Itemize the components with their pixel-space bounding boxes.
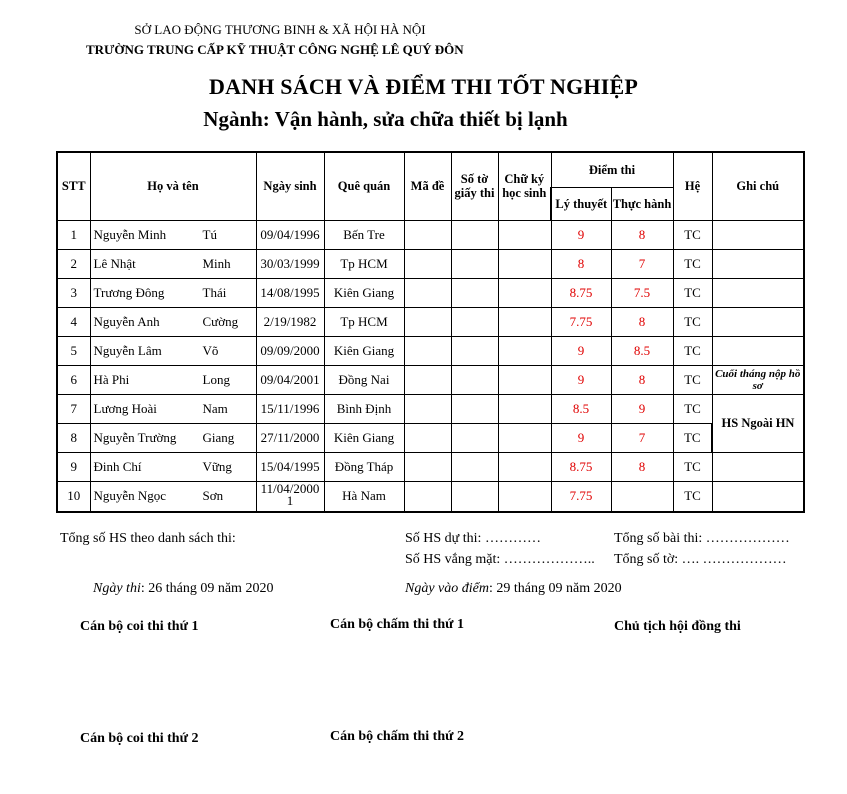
cell-system: TC xyxy=(673,423,712,452)
header-signature: Chữ ký học sinh xyxy=(498,152,551,220)
cell-name xyxy=(90,481,256,512)
cell-signature xyxy=(498,423,551,452)
exam-date-value: : 26 tháng 09 năm 2020 xyxy=(140,581,274,596)
cell-dob: 14/08/1995 xyxy=(256,278,324,307)
cell-system: TC xyxy=(673,220,712,249)
cell-family-name: Nguyễn Lâm xyxy=(93,342,162,358)
table-row xyxy=(57,394,804,423)
cell-theory: 7.75 xyxy=(551,307,611,336)
school-name: TRƯỜNG TRUNG CẤP KỸ THUẬT CÔNG NGHỆ LÊ QUÝ ĐÔN xyxy=(86,42,464,57)
cell-note xyxy=(712,249,804,278)
entry-date-value: : 29 tháng 09 năm 2020 xyxy=(488,581,622,596)
cell-note xyxy=(712,307,804,336)
cell-name xyxy=(90,365,256,394)
cell-given-name: Võ xyxy=(202,342,219,358)
cell-signature xyxy=(498,481,551,512)
header-note: Ghi chú xyxy=(712,152,804,220)
cell-exam-code xyxy=(404,394,451,423)
cell-exam-code xyxy=(404,336,451,365)
cell-sheet-count xyxy=(451,336,498,365)
table-row xyxy=(57,220,804,249)
cell-stt: 3 xyxy=(57,278,90,307)
cell-practice xyxy=(611,481,673,512)
cell-sheet-count xyxy=(451,249,498,278)
cell-theory: 8.75 xyxy=(551,278,611,307)
cell-signature xyxy=(498,307,551,336)
cell-sheet-count xyxy=(451,481,498,512)
cell-exam-code xyxy=(404,481,451,512)
cell-theory: 8.5 xyxy=(551,394,611,423)
cell-name xyxy=(90,423,256,452)
cell-hometown: Hà Nam xyxy=(324,481,404,512)
cell-name xyxy=(90,394,256,423)
cell-exam-code xyxy=(404,278,451,307)
cell-sheet-count xyxy=(451,220,498,249)
cell-family-name: Lương Hoài xyxy=(93,400,157,416)
cell-system: TC xyxy=(673,452,712,481)
cell-system: TC xyxy=(673,481,712,512)
header-sheet-count: Số tờ giấy thi xyxy=(451,152,498,220)
cell-hometown: Bình Định xyxy=(324,394,404,423)
header-dob: Ngày sinh xyxy=(256,152,324,220)
table-row xyxy=(57,365,804,394)
cell-note: HS Ngoài HN xyxy=(712,394,804,452)
cell-sheet-count xyxy=(451,278,498,307)
cell-exam-code xyxy=(404,365,451,394)
cell-hometown: Đồng Tháp xyxy=(324,452,404,481)
cell-system: TC xyxy=(673,278,712,307)
signature-grader-1: Cán bộ chấm thi thứ 1 xyxy=(330,617,465,632)
cell-family-name: Nguyễn Minh xyxy=(93,226,167,242)
header-stt: STT xyxy=(57,152,90,220)
cell-dob: 11/04/2000 1 xyxy=(256,481,324,512)
cell-hometown: Đồng Nai xyxy=(324,365,404,394)
header-practice: Thực hành xyxy=(611,187,673,220)
cell-system: TC xyxy=(673,249,712,278)
page-title: DANH SÁCH VÀ ĐIỂM THI TỐT NGHIỆP xyxy=(209,74,638,99)
cell-given-name: Minh xyxy=(202,255,231,271)
cell-practice: 8 xyxy=(611,307,673,336)
cell-practice: 8.5 xyxy=(611,336,673,365)
cell-theory: 9 xyxy=(551,336,611,365)
cell-sheet-count xyxy=(451,423,498,452)
cell-note: Cuối tháng nộp hồ sơ xyxy=(712,365,804,394)
cell-signature xyxy=(498,452,551,481)
cell-theory: 9 xyxy=(551,423,611,452)
cell-stt: 9 xyxy=(57,452,90,481)
cell-stt: 1 xyxy=(57,220,90,249)
cell-given-name: Nam xyxy=(202,400,228,416)
cell-note xyxy=(712,481,804,512)
cell-family-name: Nguyễn Ngọc xyxy=(93,487,167,503)
cell-stt: 7 xyxy=(57,394,90,423)
signature-grader-2: Cán bộ chấm thi thứ 2 xyxy=(330,729,465,744)
entry-date-label: Ngày vào điểm xyxy=(405,581,489,596)
cell-sheet-count xyxy=(451,394,498,423)
total-papers: Tổng số bài thi: ……………… xyxy=(614,531,790,546)
department-name: SỞ LAO ĐỘNG THƯƠNG BINH & XÃ HỘI HÀ NỘI xyxy=(134,22,426,37)
table-row xyxy=(57,423,804,452)
table-row xyxy=(57,307,804,336)
cell-family-name: Hà Phi xyxy=(93,371,130,387)
total-sheets: Tổng số tờ: …. ……………… xyxy=(614,552,787,567)
cell-signature xyxy=(498,278,551,307)
cell-theory: 8 xyxy=(551,249,611,278)
cell-stt: 4 xyxy=(57,307,90,336)
cell-family-name: Trương Đông xyxy=(93,284,165,300)
present-students: Số HS dự thi: ………… xyxy=(405,531,541,546)
cell-name xyxy=(90,220,256,249)
cell-family-name: Nguyễn Trường xyxy=(93,429,177,445)
cell-exam-code xyxy=(404,307,451,336)
signature-chairman: Chủ tịch hội đồng thi xyxy=(614,619,741,634)
cell-exam-code xyxy=(404,423,451,452)
cell-signature xyxy=(498,249,551,278)
cell-sheet-count xyxy=(451,307,498,336)
cell-theory: 9 xyxy=(551,365,611,394)
table-row xyxy=(57,278,804,307)
cell-name xyxy=(90,307,256,336)
entry-date xyxy=(405,581,622,597)
cell-name xyxy=(90,452,256,481)
cell-name xyxy=(90,249,256,278)
cell-practice: 8 xyxy=(611,220,673,249)
total-students-label: Tổng số HS theo danh sách thi: xyxy=(60,531,236,546)
cell-given-name: Vững xyxy=(202,458,232,474)
cell-given-name: Sơn xyxy=(202,487,224,503)
cell-dob: 2/19/1982 xyxy=(256,307,324,336)
cell-dob: 15/11/1996 xyxy=(256,394,324,423)
table-row xyxy=(57,452,804,481)
table-row xyxy=(57,249,804,278)
cell-hometown: Tp HCM xyxy=(324,307,404,336)
cell-hometown: Tp HCM xyxy=(324,249,404,278)
cell-stt: 5 xyxy=(57,336,90,365)
cell-system: TC xyxy=(673,336,712,365)
cell-name xyxy=(90,336,256,365)
cell-dob: 09/04/2001 xyxy=(256,365,324,394)
cell-practice: 7.5 xyxy=(611,278,673,307)
absent-students: Số HS vắng mặt: ……………….. xyxy=(405,552,595,567)
cell-theory: 7.75 xyxy=(551,481,611,512)
header-system: Hệ xyxy=(673,152,712,220)
cell-stt: 10 xyxy=(57,481,90,512)
cell-sheet-count xyxy=(451,365,498,394)
cell-system: TC xyxy=(673,307,712,336)
header-theory: Lý thuyết xyxy=(551,187,611,220)
cell-signature xyxy=(498,336,551,365)
cell-signature xyxy=(498,220,551,249)
cell-given-name: Thái xyxy=(202,284,227,300)
cell-practice: 9 xyxy=(611,394,673,423)
cell-theory: 8.75 xyxy=(551,452,611,481)
cell-given-name: Long xyxy=(202,371,230,387)
cell-dob: 30/03/1999 xyxy=(256,249,324,278)
signature-proctor-1: Cán bộ coi thi thứ 1 xyxy=(80,619,199,634)
cell-signature xyxy=(498,394,551,423)
table-row xyxy=(57,481,804,512)
cell-given-name: Cường xyxy=(202,313,239,329)
cell-note xyxy=(712,336,804,365)
cell-hometown: Kiên Giang xyxy=(324,278,404,307)
cell-stt: 2 xyxy=(57,249,90,278)
page-subtitle: Ngành: Vận hành, sửa chữa thiết bị lạnh xyxy=(203,107,568,131)
header-exam-code: Mã đề xyxy=(404,152,451,220)
cell-exam-code xyxy=(404,220,451,249)
cell-family-name: Nguyễn Anh xyxy=(93,313,160,329)
cell-dob: 15/04/1995 xyxy=(256,452,324,481)
cell-stt: 6 xyxy=(57,365,90,394)
cell-dob: 09/04/1996 xyxy=(256,220,324,249)
cell-hometown: Bến Tre xyxy=(324,220,404,249)
cell-stt: 8 xyxy=(57,423,90,452)
exam-date xyxy=(93,581,273,597)
cell-practice: 7 xyxy=(611,423,673,452)
cell-hometown: Kiên Giang xyxy=(324,423,404,452)
cell-note xyxy=(712,452,804,481)
cell-practice: 7 xyxy=(611,249,673,278)
cell-signature xyxy=(498,365,551,394)
cell-practice: 8 xyxy=(611,452,673,481)
header-name: Họ và tên xyxy=(90,152,256,220)
cell-system: TC xyxy=(673,394,712,423)
score-table xyxy=(56,151,805,513)
header-hometown: Quê quán xyxy=(324,152,404,220)
cell-sheet-count xyxy=(451,452,498,481)
cell-note xyxy=(712,278,804,307)
cell-name xyxy=(90,278,256,307)
cell-theory: 9 xyxy=(551,220,611,249)
cell-family-name: Đinh Chí xyxy=(93,458,142,474)
cell-practice: 8 xyxy=(611,365,673,394)
cell-exam-code xyxy=(404,249,451,278)
cell-note xyxy=(712,220,804,249)
header-scores: Điểm thi xyxy=(551,152,673,187)
cell-given-name: Tú xyxy=(202,226,217,242)
signature-proctor-2: Cán bộ coi thi thứ 2 xyxy=(80,731,199,746)
table-row xyxy=(57,336,804,365)
exam-date-label: Ngày thi xyxy=(93,581,141,596)
cell-hometown: Kiên Giang xyxy=(324,336,404,365)
cell-system: TC xyxy=(673,365,712,394)
cell-family-name: Lê Nhật xyxy=(93,255,136,271)
cell-dob: 27/11/2000 xyxy=(256,423,324,452)
cell-exam-code xyxy=(404,452,451,481)
cell-given-name: Giang xyxy=(202,429,235,445)
cell-dob: 09/09/2000 xyxy=(256,336,324,365)
